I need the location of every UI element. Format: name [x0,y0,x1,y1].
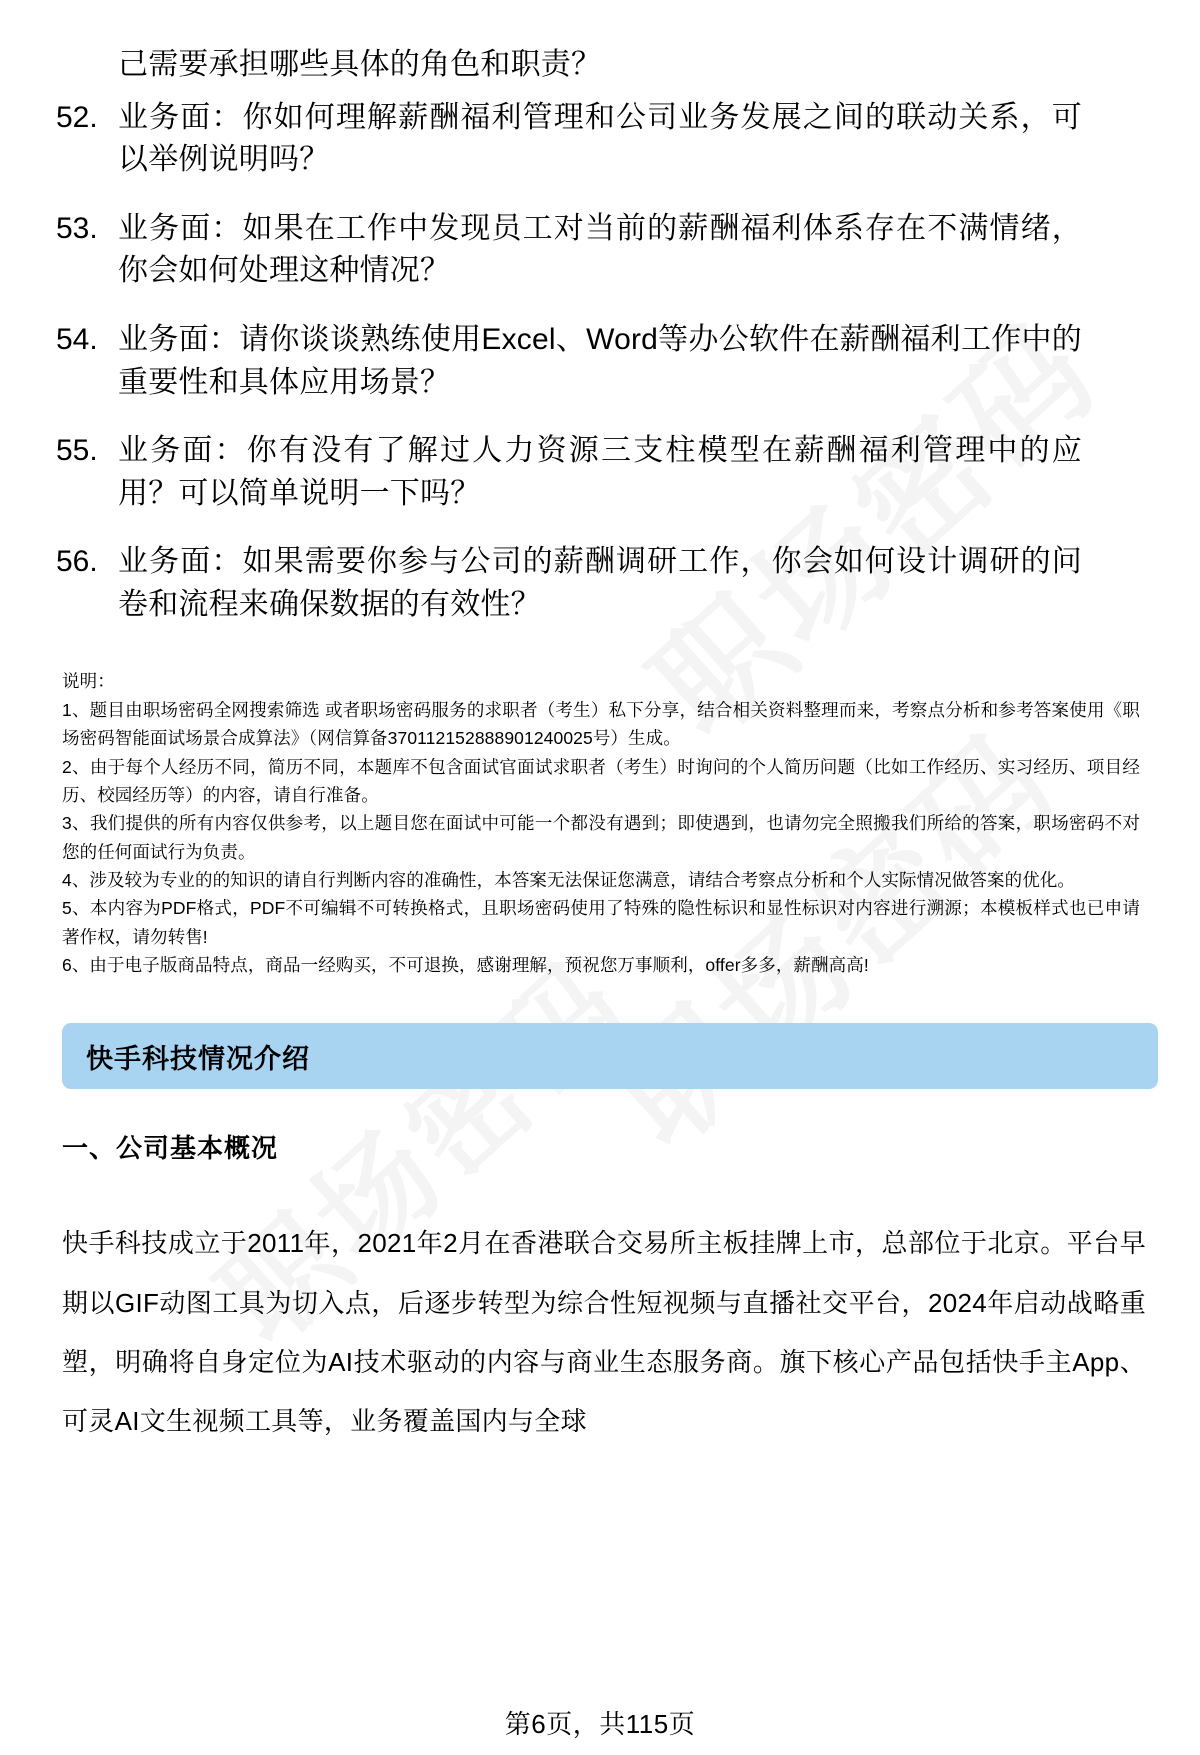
question-text: 业务面：你如何理解薪酬福利管理和公司业务发展之间的联动关系，可以举例说明吗？ [118,100,1082,177]
disclaimer-notes [0,653,1200,980]
notes-heading: 说明： [62,670,115,691]
note-item: 3、我们提供的所有内容仅供参考，以上题目您在面试中可能一个都没有遇到；即使遇到，也请勿完全照搬我们所给的答案，职场密码不对您的任何面试行为负责。 [62,813,1140,862]
company-overview-section [0,1089,1200,1451]
note-item: 1、题目由职场密码全网搜索筛选 或者职场密码服务的求职者（考生）私下分享，结合相关资料整理而来，考察点分析和参考答案使用《职场密码智能面试场景合成算法》（网信算备370112152888901240025号）生成。 [62,699,1140,749]
page-footer [0,1704,1200,1741]
question-number: 53. [56,211,98,245]
section-banner-title: 快手科技情况介绍 [86,1043,310,1074]
question-text: 业务面：请你谈谈熟练使用Excel、Word等办公软件在薪酬福利工作中的重要性和具体应用场景？ [118,322,1082,399]
continued-question-text: 己需要承担哪些具体的角色和职责？ [118,48,602,81]
section-heading: 一、公司基本概况 [62,1133,279,1164]
question-list [0,0,1200,627]
question-text: 业务面：你有没有了解过人力资源三支柱模型在薪酬福利管理中的应用？可以简单说明一下吗？ [118,434,1082,510]
question-item [50,541,1082,626]
note-item: 5、本内容为PDF格式，PDF不可编辑不可转换格式，且职场密码使用了特殊的隐性标识和显性标识对内容进行溯源；本模板样式也已申请著作权，请勿转售! [62,898,1140,947]
question-item [50,97,1082,182]
section-body-text: 快手科技成立于2011年，2021年2月在香港联合交易所主板挂牌上市，总部位于北京。平台早期以GIF动图工具为切入点，后逐步转型为综合性短视频与直播社交平台，2024年启动战略重塑，明确将自身定位为AI技术驱动的内容与商业生态服务商。旗下核心产品包括快手主App、可灵AI文生视频工具等，业务覆盖国内与全球 [62,1228,1146,1437]
question-text: 业务面：如果需要你参与公司的薪酬调研工作，你会如何设计调研的问卷和流程来确保数据的有效性？ [118,545,1082,621]
question-item [50,319,1082,404]
question-text: 业务面：如果在工作中发现员工对当前的薪酬福利体系存在不满情绪，你会如何处理这种情况？ [118,211,1082,288]
question-item [50,430,1082,515]
question-number: 56. [56,545,98,579]
question-number: 54. [56,322,98,356]
note-item: 6、由于电子版商品特点，商品一经购买，不可退换，感谢理解，预祝您万事顺利，offer多多，薪酬高高! [62,954,869,975]
note-item: 2、由于每个人经历不同，简历不同，本题库不包含面试官面试求职者（考生）时询问的个人简历问题（比如工作经历、实习经历、项目经历、校园经历等）的内容，请自行准备。 [62,756,1140,805]
question-item [50,208,1082,293]
page-number-label: 第6页，共115页 [504,1709,696,1739]
section-banner-wrap [0,979,1200,1089]
question-number: 52. [56,100,98,134]
question-number: 55. [56,434,98,468]
note-item: 4、涉及较为专业的的知识的请自行判断内容的准确性，本答案无法保证您满意，请结合考察点分析和个人实际情况做答案的优化。 [62,869,1076,890]
section-banner [62,1023,1158,1089]
